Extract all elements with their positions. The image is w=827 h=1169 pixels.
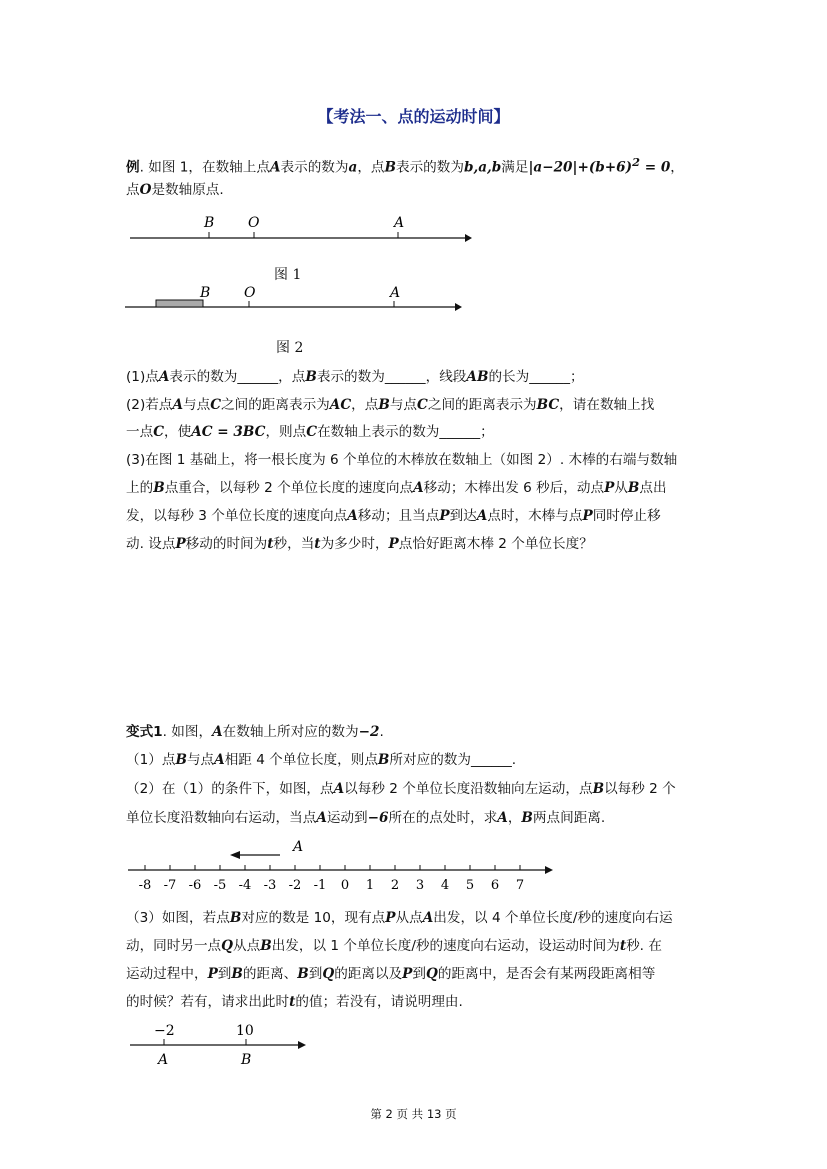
- axis-tick-label: -8: [138, 878, 152, 893]
- variant-part-2-line-1: （2）在（1）的条件下，如图，点A以每秒 2 个单位长度沿数轴向左运动，点B以每秒 2 个: [126, 781, 676, 797]
- variant-number-line: [120, 835, 565, 897]
- variant-line-1: 变式1. 如图，A在数轴上所对应的数为−2.: [126, 724, 384, 740]
- axis-tick-label: 2: [390, 878, 400, 893]
- axis-tick-label: -4: [238, 878, 252, 893]
- variant-part-2-line-2: 单位长度沿数轴向右运动，当点A运动到−6所在的点处时，求A，B两点间距离.: [126, 810, 606, 826]
- question-3-line-1: (3)在图 1 基础上，将一根长度为 6 个单位的木棒放在数轴上（如图 2）. 木棒的右端与数轴: [126, 452, 678, 468]
- axis-tick-label: -1: [313, 878, 327, 893]
- page-footer: 第 2 页 共 13 页: [370, 1107, 457, 1121]
- fig2-label-a: A: [390, 285, 401, 301]
- figure-1-caption: 图 1: [274, 267, 302, 283]
- question-1: (1)点A表示的数为______，点B表示的数为______，线段AB的长为______；: [126, 369, 584, 385]
- fig3-top-b: 10: [236, 1023, 254, 1039]
- example-line-1: 例. 如图 1，在数轴上点A表示的数为a，点B表示的数为b,a,b满足$|a-20|+(b+6)^2 = 0$，: [126, 155, 684, 176]
- variant-part-3-line-2: 动，同时另一点Q从点B出发，以 1 个单位长度/秒的速度向右运动，设运动时间为t秒. 在: [126, 938, 662, 954]
- fig3-label-a: A: [158, 1052, 169, 1068]
- figure-2-number-line: [120, 280, 480, 320]
- axis-tick-label: 4: [440, 878, 450, 893]
- question-2-line-1: (2)若点A与点C之间的距离表示为AC，点B与点C之间的距离表示为BC，请在数轴上找: [126, 397, 655, 413]
- figure-3-number-line: [120, 1020, 320, 1070]
- condition-formula: |a−20|+(b+6): [528, 159, 633, 176]
- axis-tick-label: 1: [365, 878, 375, 893]
- variant-part-1: （1）点B与点A相距 4 个单位长度，则点B所对应的数为______.: [126, 752, 517, 768]
- axis-tick-label: -7: [163, 878, 177, 893]
- variant-part-3-line-1: （3）如图，若点B对应的数是 10，现有点P从点A出发，以 4 个单位长度/秒的速度向右运: [126, 910, 673, 926]
- fig2-label-b: B: [200, 285, 211, 301]
- wooden-stick: [156, 300, 203, 307]
- axis-tick-label: -3: [263, 878, 277, 893]
- fig3-top-a: −2: [154, 1023, 175, 1039]
- fig1-label-o: O: [248, 215, 260, 231]
- fig2-label-o: O: [244, 285, 256, 301]
- question-3-line-3: 发，以每秒 3 个单位长度的速度向点A移动；且当点P到达A点时，木棒与点P同时停止移: [126, 508, 661, 524]
- axis-tick-label: -2: [288, 878, 302, 893]
- axis-tick-label: 3: [415, 878, 425, 893]
- axis-tick-label: 0: [340, 878, 350, 893]
- section-title: 【考法一、点的运动时间】: [317, 107, 510, 126]
- variant-part-3-line-4: 的时候？若有，请求出此时t的值；若没有，请说明理由.: [126, 994, 463, 1010]
- fig3-label-b: B: [241, 1052, 252, 1068]
- axis-tick-label: 6: [490, 878, 500, 893]
- figure-2-caption: 图 2: [276, 340, 304, 356]
- axis-tick-label: 7: [515, 878, 525, 893]
- question-2-line-2: 一点C，使AC = 3BC，则点C在数轴上表示的数为______；: [126, 424, 494, 440]
- axis-tick-label: 5: [465, 878, 475, 893]
- arrow-label-a: A: [293, 839, 304, 855]
- fig1-label-a: A: [394, 215, 405, 231]
- fig1-label-b: B: [204, 215, 215, 231]
- question-3-line-4: 动. 设点P移动的时间为t秒，当t为多少时，P点恰好距离木棒 2 个单位长度？: [126, 536, 593, 552]
- axis-tick-label: -6: [188, 878, 202, 893]
- variant-part-3-line-3: 运动过程中，P到B的距离、B到Q的距离以及P到Q的距离中，是否会有某两段距离相等: [126, 966, 656, 982]
- example-line-2: 点O是数轴原点.: [126, 182, 224, 198]
- figure-1-number-line: [120, 205, 480, 250]
- axis-tick-label: -5: [213, 878, 227, 893]
- question-3-line-2: 上的B点重合，以每秒 2 个单位长度的速度向点A移动；木棒出发 6 秒后，动点P从B点出: [126, 480, 667, 496]
- left-arrow-icon: [230, 851, 240, 859]
